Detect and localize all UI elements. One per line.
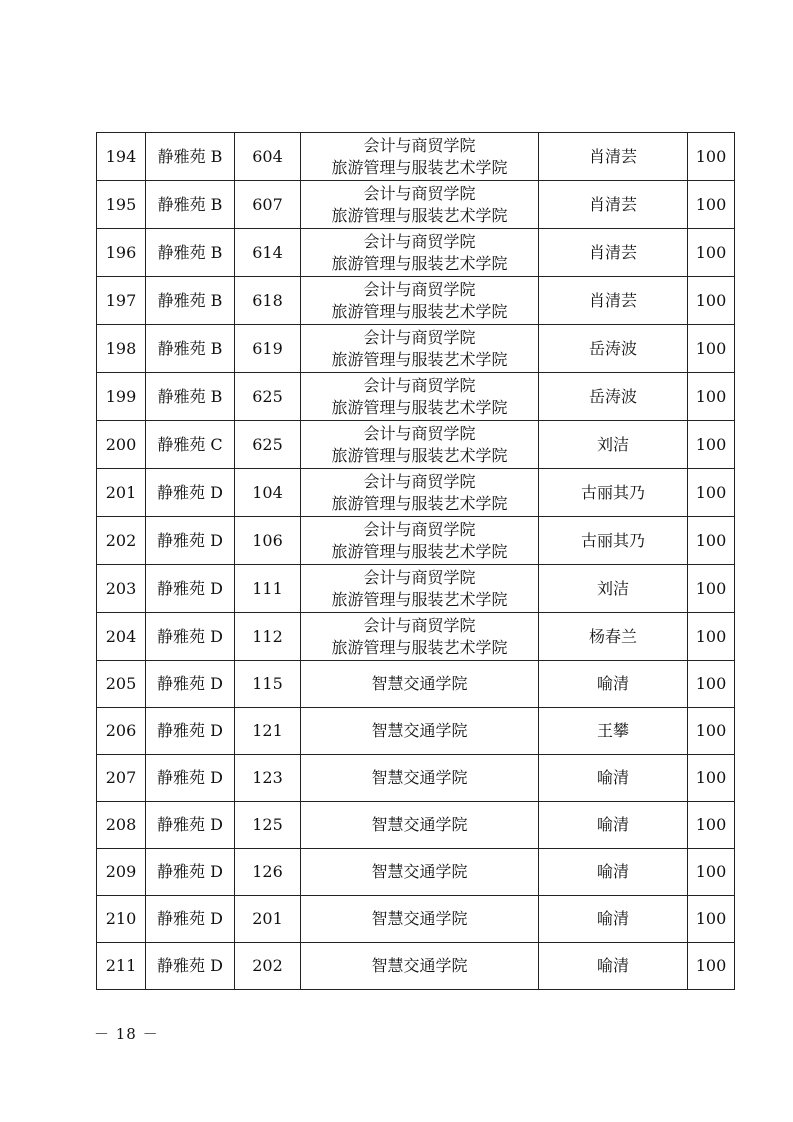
- row-number-cell: 198: [97, 325, 146, 373]
- department-line: 会计与商贸学院: [363, 231, 476, 251]
- row-number-cell: 199: [97, 373, 146, 421]
- score-cell: 100: [688, 133, 735, 181]
- row-number-cell: 200: [97, 421, 146, 469]
- building-cell: 静雅苑 D: [146, 755, 235, 802]
- department-cell: [301, 661, 539, 708]
- inspector-cell: 喻清: [539, 802, 688, 849]
- score-cell: 100: [688, 421, 735, 469]
- inspector-cell: 喻清: [539, 943, 688, 990]
- room-cell: 121: [235, 708, 301, 755]
- department-line: 旅游管理与服装艺术学院: [331, 157, 508, 177]
- room-cell: 104: [235, 469, 301, 517]
- inspector-cell: 古丽其乃: [539, 469, 688, 517]
- inspector-cell: 岳涛波: [539, 373, 688, 421]
- score-cell: 100: [688, 469, 735, 517]
- inspector-cell: 喻清: [539, 755, 688, 802]
- room-cell: 614: [235, 229, 301, 277]
- inspector-cell: 肖清芸: [539, 181, 688, 229]
- score-cell: 100: [688, 943, 735, 990]
- row-number-cell: 196: [97, 229, 146, 277]
- building-cell: 静雅苑 B: [146, 229, 235, 277]
- score-cell: 100: [688, 755, 735, 802]
- inspector-cell: 肖清芸: [539, 229, 688, 277]
- table-row: [97, 373, 735, 421]
- building-cell: 静雅苑 C: [146, 421, 235, 469]
- score-cell: 100: [688, 565, 735, 613]
- department-cell: [301, 517, 539, 565]
- department-line: 会计与商贸学院: [363, 567, 476, 587]
- room-cell: 201: [235, 896, 301, 943]
- department-line: 旅游管理与服装艺术学院: [331, 445, 508, 465]
- building-cell: 静雅苑 B: [146, 277, 235, 325]
- score-cell: 100: [688, 325, 735, 373]
- room-cell: 607: [235, 181, 301, 229]
- department-line: 会计与商贸学院: [363, 519, 476, 539]
- department-cell: [301, 469, 539, 517]
- inspector-cell: 肖清芸: [539, 133, 688, 181]
- room-cell: 123: [235, 755, 301, 802]
- room-cell: 618: [235, 277, 301, 325]
- department-line: 旅游管理与服装艺术学院: [331, 589, 508, 609]
- table-row: [97, 943, 735, 990]
- page-number: － 18 －: [94, 1025, 159, 1043]
- department-line: 旅游管理与服装艺术学院: [331, 493, 508, 513]
- room-cell: 111: [235, 565, 301, 613]
- department-line: 会计与商贸学院: [363, 423, 476, 443]
- score-cell: 100: [688, 181, 735, 229]
- department-line: 旅游管理与服装艺术学院: [331, 541, 508, 561]
- score-cell: 100: [688, 373, 735, 421]
- building-cell: 静雅苑 D: [146, 708, 235, 755]
- row-number-cell: 194: [97, 133, 146, 181]
- table-row: [97, 469, 735, 517]
- department-cell: [301, 613, 539, 661]
- score-cell: 100: [688, 708, 735, 755]
- department-line: 智慧交通学院: [371, 721, 468, 740]
- table-body: [97, 133, 735, 990]
- row-number-cell: 207: [97, 755, 146, 802]
- department-line: 智慧交通学院: [371, 768, 468, 787]
- row-number-cell: 201: [97, 469, 146, 517]
- department-line: 智慧交通学院: [371, 909, 468, 928]
- department-cell: [301, 708, 539, 755]
- table-row: [97, 277, 735, 325]
- department-cell: [301, 802, 539, 849]
- department-line: 会计与商贸学院: [363, 327, 476, 347]
- row-number-cell: 211: [97, 943, 146, 990]
- row-number-cell: 202: [97, 517, 146, 565]
- inspector-cell: 喻清: [539, 661, 688, 708]
- room-cell: 106: [235, 517, 301, 565]
- score-cell: 100: [688, 517, 735, 565]
- department-cell: [301, 373, 539, 421]
- row-number-cell: 195: [97, 181, 146, 229]
- row-number-cell: 206: [97, 708, 146, 755]
- building-cell: 静雅苑 B: [146, 133, 235, 181]
- inspector-cell: 刘洁: [539, 565, 688, 613]
- building-cell: 静雅苑 D: [146, 565, 235, 613]
- table-row: [97, 661, 735, 708]
- building-cell: 静雅苑 B: [146, 373, 235, 421]
- dormitory-score-table: [96, 132, 735, 990]
- inspector-cell: 岳涛波: [539, 325, 688, 373]
- score-cell: 100: [688, 229, 735, 277]
- department-line: 会计与商贸学院: [363, 471, 476, 491]
- department-line: 旅游管理与服装艺术学院: [331, 253, 508, 273]
- room-cell: 112: [235, 613, 301, 661]
- score-cell: 100: [688, 277, 735, 325]
- department-cell: [301, 277, 539, 325]
- table-row: [97, 565, 735, 613]
- row-number-cell: 208: [97, 802, 146, 849]
- room-cell: 625: [235, 373, 301, 421]
- department-line: 旅游管理与服装艺术学院: [331, 205, 508, 225]
- inspector-cell: 喻清: [539, 849, 688, 896]
- department-cell: [301, 421, 539, 469]
- department-line: 会计与商贸学院: [363, 135, 476, 155]
- department-cell: [301, 943, 539, 990]
- table-row: [97, 755, 735, 802]
- row-number-cell: 197: [97, 277, 146, 325]
- inspector-cell: 王攀: [539, 708, 688, 755]
- department-line: 旅游管理与服装艺术学院: [331, 349, 508, 369]
- building-cell: 静雅苑 D: [146, 469, 235, 517]
- department-line: 旅游管理与服装艺术学院: [331, 637, 508, 657]
- score-cell: 100: [688, 896, 735, 943]
- table-row: [97, 896, 735, 943]
- building-cell: 静雅苑 D: [146, 613, 235, 661]
- building-cell: 静雅苑 D: [146, 802, 235, 849]
- room-cell: 619: [235, 325, 301, 373]
- table-row: [97, 229, 735, 277]
- department-cell: [301, 896, 539, 943]
- table-row: [97, 181, 735, 229]
- building-cell: 静雅苑 D: [146, 517, 235, 565]
- building-cell: 静雅苑 D: [146, 849, 235, 896]
- row-number-cell: 203: [97, 565, 146, 613]
- department-line: 会计与商贸学院: [363, 279, 476, 299]
- building-cell: 静雅苑 D: [146, 943, 235, 990]
- row-number-cell: 205: [97, 661, 146, 708]
- room-cell: 202: [235, 943, 301, 990]
- department-line: 会计与商贸学院: [363, 375, 476, 395]
- table-row: [97, 517, 735, 565]
- inspector-cell: 杨春兰: [539, 613, 688, 661]
- table-row: [97, 849, 735, 896]
- score-cell: 100: [688, 849, 735, 896]
- department-cell: [301, 849, 539, 896]
- department-cell: [301, 133, 539, 181]
- department-cell: [301, 181, 539, 229]
- building-cell: 静雅苑 D: [146, 661, 235, 708]
- table-row: [97, 133, 735, 181]
- inspector-cell: 古丽其乃: [539, 517, 688, 565]
- department-line: 智慧交通学院: [371, 862, 468, 881]
- department-line: 会计与商贸学院: [363, 183, 476, 203]
- row-number-cell: 209: [97, 849, 146, 896]
- table-row: [97, 708, 735, 755]
- table-row: [97, 421, 735, 469]
- department-cell: [301, 565, 539, 613]
- room-cell: 115: [235, 661, 301, 708]
- department-line: 智慧交通学院: [371, 815, 468, 834]
- department-line: 智慧交通学院: [371, 674, 468, 693]
- score-cell: 100: [688, 613, 735, 661]
- building-cell: 静雅苑 B: [146, 325, 235, 373]
- room-cell: 625: [235, 421, 301, 469]
- department-cell: [301, 325, 539, 373]
- department-line: 智慧交通学院: [371, 956, 468, 975]
- room-cell: 125: [235, 802, 301, 849]
- table-row: [97, 802, 735, 849]
- inspector-cell: 刘洁: [539, 421, 688, 469]
- department-cell: [301, 229, 539, 277]
- score-cell: 100: [688, 661, 735, 708]
- inspector-cell: 喻清: [539, 896, 688, 943]
- room-cell: 604: [235, 133, 301, 181]
- department-cell: [301, 755, 539, 802]
- table-row: [97, 613, 735, 661]
- department-line: 会计与商贸学院: [363, 615, 476, 635]
- building-cell: 静雅苑 D: [146, 896, 235, 943]
- department-line: 旅游管理与服装艺术学院: [331, 397, 508, 417]
- room-cell: 126: [235, 849, 301, 896]
- score-cell: 100: [688, 802, 735, 849]
- table-row: [97, 325, 735, 373]
- inspector-cell: 肖清芸: [539, 277, 688, 325]
- row-number-cell: 204: [97, 613, 146, 661]
- building-cell: 静雅苑 B: [146, 181, 235, 229]
- department-line: 旅游管理与服装艺术学院: [331, 301, 508, 321]
- row-number-cell: 210: [97, 896, 146, 943]
